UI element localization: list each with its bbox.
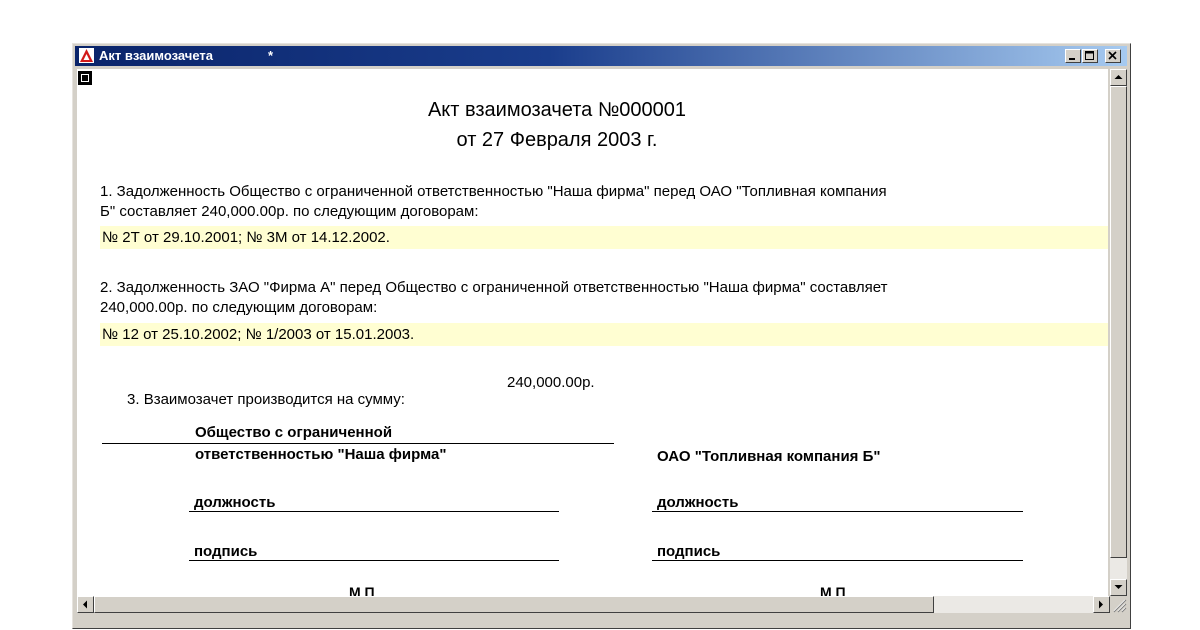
party-left-line-2: ответственностью "Наша фирма" bbox=[195, 446, 447, 463]
left-position-label: должность bbox=[194, 494, 276, 511]
selection-marker-icon[interactable] bbox=[78, 71, 92, 85]
right-position-line bbox=[652, 511, 1023, 512]
scroll-down-icon bbox=[1111, 580, 1126, 595]
party-left-name bbox=[195, 422, 446, 466]
right-position-label: должность bbox=[657, 494, 739, 511]
right-signature-line bbox=[652, 560, 1023, 561]
offset-sum-label: 3. Взаимозачет производится на сумму: bbox=[127, 391, 405, 408]
horizontal-scroll-thumb[interactable] bbox=[94, 596, 934, 613]
left-position-line bbox=[189, 511, 559, 512]
offset-sum-amount: 240,000.00р. bbox=[507, 374, 595, 391]
minimize-button[interactable] bbox=[1065, 49, 1081, 63]
document-title: Акт взаимозачета №000001 bbox=[427, 99, 687, 121]
right-stamp-label: М П bbox=[820, 584, 846, 596]
scroll-left-button[interactable] bbox=[77, 596, 94, 613]
item-2-contracts[interactable]: № 12 от 25.10.2002; № 1/2003 от 15.01.2003. bbox=[100, 323, 1108, 346]
title-bar[interactable] bbox=[75, 46, 1127, 66]
item-2-line-2: 240,000.00р. по следующим договорам: bbox=[100, 299, 378, 316]
horizontal-scrollbar[interactable] bbox=[77, 596, 1110, 613]
resize-grip[interactable] bbox=[1110, 596, 1127, 613]
item-2-text bbox=[100, 278, 1105, 318]
window-title: Акт взаимозачета bbox=[99, 48, 213, 63]
close-button[interactable] bbox=[1105, 49, 1121, 63]
app-icon bbox=[79, 48, 94, 63]
modified-marker: * bbox=[268, 48, 274, 63]
scroll-right-icon bbox=[1094, 597, 1109, 612]
document-window bbox=[72, 43, 1131, 629]
party-right-name: ОАО "Топливная компания Б" bbox=[657, 448, 881, 465]
scroll-right-button[interactable] bbox=[1093, 596, 1110, 613]
scroll-down-button[interactable] bbox=[1110, 579, 1127, 596]
vertical-scroll-thumb[interactable] bbox=[1110, 86, 1127, 558]
minimize-icon bbox=[1068, 51, 1078, 61]
item-1-line-2: Б" составляет 240,000.00р. по следующим договорам: bbox=[100, 203, 479, 220]
scroll-up-button[interactable] bbox=[1110, 69, 1127, 86]
scroll-left-icon bbox=[78, 597, 93, 612]
left-stamp-label: М П bbox=[349, 584, 375, 596]
item-1-contracts[interactable]: № 2Т от 29.10.2001; № 3М от 14.12.2002. bbox=[100, 226, 1108, 249]
item-2-line-1: 2. Задолженность ЗАО "Фирма А" перед Общество с ограниченной ответственностью "Наша фирма" составляет bbox=[100, 279, 888, 296]
maximize-button[interactable] bbox=[1082, 49, 1098, 63]
vertical-scrollbar[interactable] bbox=[1110, 69, 1127, 596]
scroll-up-icon bbox=[1111, 70, 1126, 85]
document-area[interactable] bbox=[77, 69, 1108, 596]
item-1-text bbox=[100, 182, 1105, 222]
item-1-line-1: 1. Задолженность Общество с ограниченной ответственностью "Наша фирма" перед ОАО "Топливная компания bbox=[100, 183, 887, 200]
left-signature-line bbox=[189, 560, 559, 561]
resize-grip-icon bbox=[1110, 596, 1127, 613]
right-signature-label: подпись bbox=[657, 543, 721, 560]
maximize-icon bbox=[1085, 51, 1095, 61]
party-left-line-1: Общество с ограниченной bbox=[195, 424, 393, 441]
close-icon bbox=[1108, 51, 1118, 61]
left-signature-label: подпись bbox=[194, 543, 258, 560]
document-date: от 27 Февраля 2003 г. bbox=[456, 129, 658, 151]
